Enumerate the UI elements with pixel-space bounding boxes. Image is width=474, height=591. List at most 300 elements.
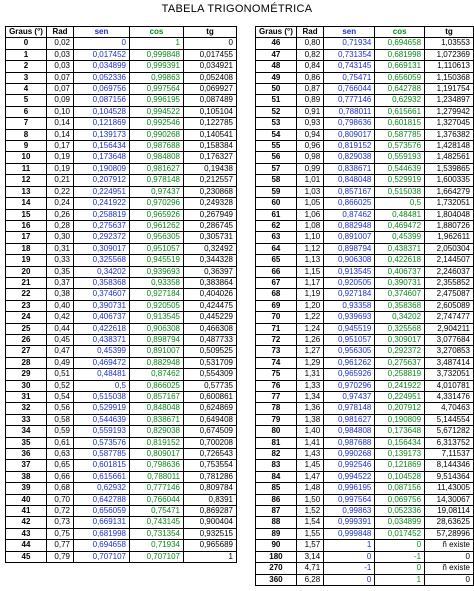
sine-cell: 0,615661 xyxy=(74,471,130,482)
sine-cell: 0 xyxy=(74,38,130,49)
sine-cell: 0 xyxy=(324,574,375,585)
degrees-cell: 56 xyxy=(256,152,297,163)
table-row xyxy=(256,528,474,539)
tangent-cell: 0,649408 xyxy=(184,414,237,425)
table-row xyxy=(256,129,474,140)
sine-cell: 0,374607 xyxy=(74,289,130,300)
tangent-cell: 4,010781 xyxy=(425,380,474,391)
tangent-cell: 0,531709 xyxy=(184,357,237,368)
cosine-cell: 0,981627 xyxy=(130,163,184,174)
sine-cell: -1 xyxy=(324,563,375,574)
degrees-cell: 61 xyxy=(256,209,297,220)
degrees-cell: 73 xyxy=(256,346,297,357)
tangent-cell: 1,191754 xyxy=(425,84,474,95)
sine-cell: 0,224951 xyxy=(74,186,130,197)
degrees-cell: 67 xyxy=(256,277,297,288)
degrees-cell: 76 xyxy=(256,380,297,391)
degrees-cell: 39 xyxy=(6,483,47,494)
radians-cell: 0,77 xyxy=(47,540,74,551)
tangent-cell: 2,904211 xyxy=(425,323,474,334)
table-row xyxy=(256,220,474,231)
degrees-cell: 72 xyxy=(256,334,297,345)
cosine-cell: 0,104528 xyxy=(375,471,425,482)
tangent-cell: 4,70463 xyxy=(425,403,474,414)
table-row xyxy=(6,494,237,505)
table-row xyxy=(256,346,474,357)
table-row xyxy=(256,494,474,505)
sine-cell: 0,913545 xyxy=(324,266,375,277)
tangent-cell: 0,424475 xyxy=(184,300,237,311)
tangent-cell: 28,63625 xyxy=(425,517,474,528)
cosine-cell: 0,656059 xyxy=(375,72,425,83)
sine-cell: 0,829038 xyxy=(324,152,375,163)
degrees-cell: 5 xyxy=(6,95,47,106)
sine-cell: 0,707107 xyxy=(74,551,130,562)
degrees-cell: 58 xyxy=(256,175,297,186)
cosine-cell: 0,857167 xyxy=(130,392,184,403)
sine-cell: 1 xyxy=(324,540,375,551)
degrees-cell: 270 xyxy=(256,563,297,574)
table-row xyxy=(256,517,474,528)
table-row xyxy=(6,49,237,60)
sine-cell: 0,48481 xyxy=(74,369,130,380)
radians-cell: 0,47 xyxy=(47,346,74,357)
table-row xyxy=(256,106,474,117)
cosine-cell: 0,939693 xyxy=(130,266,184,277)
table-row xyxy=(256,72,474,83)
tangent-cell: 1,664279 xyxy=(425,186,474,197)
tangent-cell: 19,08114 xyxy=(425,506,474,517)
tangent-cell: 2,475087 xyxy=(425,289,474,300)
table-row xyxy=(256,563,474,574)
radians-cell: 1,13 xyxy=(296,255,323,266)
radians-cell: 0,61 xyxy=(47,437,74,448)
table-row xyxy=(256,198,474,209)
degrees-cell: 43 xyxy=(6,528,47,539)
cosine-cell: 0,906308 xyxy=(130,323,184,334)
sine-cell: 0,891007 xyxy=(324,232,375,243)
table-row xyxy=(256,483,474,494)
tangent-cell: 2,144507 xyxy=(425,255,474,266)
degrees-cell: 180 xyxy=(256,551,297,562)
cosine-cell: 0,515038 xyxy=(375,186,425,197)
table-row xyxy=(6,163,237,174)
radians-cell: 6,28 xyxy=(296,574,323,585)
tangent-cell: 0,305731 xyxy=(184,232,237,243)
sine-cell: 0,93358 xyxy=(324,300,375,311)
cosine-cell: 0,390731 xyxy=(375,277,425,288)
table-row xyxy=(6,129,237,140)
sine-cell: 0,515038 xyxy=(74,392,130,403)
sine-cell: 0,939693 xyxy=(324,312,375,323)
sine-cell: 0,358368 xyxy=(74,277,130,288)
table-row xyxy=(6,437,237,448)
sine-cell: 0,87462 xyxy=(324,209,375,220)
degrees-cell: 83 xyxy=(256,460,297,471)
radians-cell: 1,36 xyxy=(296,403,323,414)
tangent-cell: 6,313752 xyxy=(425,437,474,448)
tangent-cell: 0,19438 xyxy=(184,163,237,174)
cosine-cell: 0,292372 xyxy=(375,346,425,357)
table-row xyxy=(6,312,237,323)
sine-cell: 0,694658 xyxy=(74,540,130,551)
sine-cell: 0,990268 xyxy=(324,449,375,460)
trig-table-right xyxy=(255,26,474,586)
radians-cell: 0,86 xyxy=(296,72,323,83)
radians-cell: 1,52 xyxy=(296,506,323,517)
degrees-cell: 71 xyxy=(256,323,297,334)
sine-cell: 0,438371 xyxy=(74,334,130,345)
degrees-cell: 48 xyxy=(256,61,297,72)
degrees-cell: 85 xyxy=(256,483,297,494)
header-degrees: Graus (°) xyxy=(256,27,297,38)
tangent-cell: 3,077684 xyxy=(425,334,474,345)
tangent-cell: 0,487733 xyxy=(184,334,237,345)
degrees-cell: 87 xyxy=(256,506,297,517)
tangent-cell: 0,965689 xyxy=(184,540,237,551)
tangent-cell: 0,57735 xyxy=(184,380,237,391)
table-row xyxy=(256,449,474,460)
sine-cell: 0,965926 xyxy=(324,369,375,380)
tangent-cell: 3,487414 xyxy=(425,357,474,368)
table-row xyxy=(256,369,474,380)
degrees-cell: 36 xyxy=(6,449,47,460)
tangent-cell: 0,052408 xyxy=(184,72,237,83)
radians-cell: 1,41 xyxy=(296,437,323,448)
cosine-cell: 0,798636 xyxy=(130,460,184,471)
tangent-cell: 1,539865 xyxy=(425,163,474,174)
radians-cell: 1,31 xyxy=(296,369,323,380)
cosine-cell: 1 xyxy=(375,574,425,585)
table-row xyxy=(256,118,474,129)
table-row xyxy=(256,540,474,551)
radians-cell: 1,06 xyxy=(296,209,323,220)
degrees-cell: 86 xyxy=(256,494,297,505)
sine-cell: 0,866025 xyxy=(324,198,375,209)
degrees-cell: 77 xyxy=(256,392,297,403)
radians-cell: 0,31 xyxy=(47,243,74,254)
cosine-cell: 0,788011 xyxy=(130,471,184,482)
table-row xyxy=(256,312,474,323)
table-row xyxy=(256,163,474,174)
degrees-cell: 21 xyxy=(6,277,47,288)
radians-cell: 1,17 xyxy=(296,277,323,288)
radians-cell: 1,55 xyxy=(296,528,323,539)
degrees-cell: 55 xyxy=(256,141,297,152)
table-row xyxy=(6,118,237,129)
radians-cell: 0,02 xyxy=(47,38,74,49)
cosine-cell: 0,438371 xyxy=(375,243,425,254)
table-row xyxy=(6,95,237,106)
degrees-cell: 51 xyxy=(256,95,297,106)
table-row xyxy=(256,49,474,60)
sine-cell: 0,104528 xyxy=(74,106,130,117)
radians-cell: 0,28 xyxy=(47,220,74,231)
radians-cell: 1,15 xyxy=(296,266,323,277)
radians-cell: 0,42 xyxy=(47,312,74,323)
sine-cell: 0,961262 xyxy=(324,357,375,368)
tangent-cell: 1,279942 xyxy=(425,106,474,117)
degrees-cell: 82 xyxy=(256,449,297,460)
radians-cell: 0,52 xyxy=(47,380,74,391)
tangent-cell: 0,017455 xyxy=(184,49,237,60)
sine-cell: 0,798636 xyxy=(324,118,375,129)
tangent-cell: 0,383864 xyxy=(184,277,237,288)
sine-cell: 0,173648 xyxy=(74,152,130,163)
tangent-cell: 0,36397 xyxy=(184,266,237,277)
radians-cell: 0,91 xyxy=(296,106,323,117)
table-row xyxy=(6,380,237,391)
cosine-cell: 0,62932 xyxy=(375,95,425,106)
degrees-cell: 60 xyxy=(256,198,297,209)
tangent-cell: 0,869287 xyxy=(184,506,237,517)
cosine-cell: 0,920505 xyxy=(130,300,184,311)
sine-cell: 0,052336 xyxy=(74,72,130,83)
tangent-cell: 57,28996 xyxy=(425,528,474,539)
table-row xyxy=(256,403,474,414)
radians-cell: 1,38 xyxy=(296,414,323,425)
table-row xyxy=(6,540,237,551)
degrees-cell: 29 xyxy=(6,369,47,380)
table-row xyxy=(256,38,474,49)
radians-cell: 0,19 xyxy=(47,152,74,163)
degrees-cell: 78 xyxy=(256,403,297,414)
radians-cell: 1,27 xyxy=(296,346,323,357)
radians-cell: 0,66 xyxy=(47,471,74,482)
table-row xyxy=(6,460,237,471)
cosine-cell: 0,996195 xyxy=(130,95,184,106)
radians-cell: 0,22 xyxy=(47,186,74,197)
tangent-cell: 5,144554 xyxy=(425,414,474,425)
tangent-cell: 0 xyxy=(184,38,237,49)
radians-cell: 0,87 xyxy=(296,84,323,95)
degrees-cell: 27 xyxy=(6,346,47,357)
sine-cell: 0,34202 xyxy=(74,266,130,277)
radians-cell: 0,84 xyxy=(296,61,323,72)
degrees-cell: 52 xyxy=(256,106,297,117)
degrees-cell: 15 xyxy=(6,209,47,220)
tangent-cell: 0,158384 xyxy=(184,141,237,152)
tangent-cell: ñ existe xyxy=(425,540,474,551)
degrees-cell: 26 xyxy=(6,334,47,345)
degrees-cell: 18 xyxy=(6,243,47,254)
radians-cell: 1,54 xyxy=(296,517,323,528)
degrees-cell: 35 xyxy=(6,437,47,448)
cosine-cell: 0,838671 xyxy=(130,414,184,425)
tangent-cell: 1,072369 xyxy=(425,49,474,60)
tangent-cell: 2,050304 xyxy=(425,243,474,254)
degrees-cell: 50 xyxy=(256,84,297,95)
table-row xyxy=(256,277,474,288)
radians-cell: 4,71 xyxy=(296,563,323,574)
tangent-cell: 3,270853 xyxy=(425,346,474,357)
cosine-cell: 0,866025 xyxy=(130,380,184,391)
sine-cell: 0,207912 xyxy=(74,175,130,186)
degrees-cell: 75 xyxy=(256,369,297,380)
sine-cell: 0,920505 xyxy=(324,277,375,288)
tangent-cell: 1,600335 xyxy=(425,175,474,186)
sine-cell: 0,5 xyxy=(74,380,130,391)
degrees-cell: 53 xyxy=(256,118,297,129)
radians-cell: 1,03 xyxy=(296,186,323,197)
degrees-cell: 1 xyxy=(6,49,47,60)
degrees-cell: 57 xyxy=(256,163,297,174)
sine-cell: 0,981627 xyxy=(324,414,375,425)
radians-cell: 0,10 xyxy=(47,106,74,117)
degrees-cell: 90 xyxy=(256,540,297,551)
radians-cell: 1,43 xyxy=(296,449,323,460)
table-row xyxy=(256,243,474,254)
degrees-cell: 65 xyxy=(256,255,297,266)
radians-cell: 1,24 xyxy=(296,323,323,334)
radians-cell: 0,14 xyxy=(47,118,74,129)
degrees-cell: 74 xyxy=(256,357,297,368)
table-row xyxy=(256,323,474,334)
sine-cell: 0,275637 xyxy=(74,220,130,231)
cosine-cell: 0,325568 xyxy=(375,323,425,334)
degrees-cell: 66 xyxy=(256,266,297,277)
sine-cell: 0,848048 xyxy=(324,175,375,186)
radians-cell: 0,19 xyxy=(47,163,74,174)
radians-cell: 0,98 xyxy=(296,152,323,163)
degrees-cell: 4 xyxy=(6,84,47,95)
tangent-cell: 0,087489 xyxy=(184,95,237,106)
table-row xyxy=(6,255,237,266)
tangent-cell: 0,212557 xyxy=(184,175,237,186)
degrees-cell: 42 xyxy=(6,517,47,528)
tangent-cell: 2,747477 xyxy=(425,312,474,323)
tangent-cell: 0,32492 xyxy=(184,243,237,254)
cosine-cell: 0,694658 xyxy=(375,38,425,49)
cosine-cell: 0,777146 xyxy=(130,483,184,494)
sine-cell: 0,190809 xyxy=(74,163,130,174)
radians-cell: 1,08 xyxy=(296,220,323,231)
tangent-cell: 2,246037 xyxy=(425,266,474,277)
cosine-cell: 0,642788 xyxy=(375,84,425,95)
cosine-cell: 0,45399 xyxy=(375,232,425,243)
degrees-cell: 62 xyxy=(256,220,297,231)
table-row xyxy=(6,175,237,186)
degrees-cell: 14 xyxy=(6,198,47,209)
degrees-cell: 38 xyxy=(6,471,47,482)
cosine-cell: 0,087156 xyxy=(375,483,425,494)
sine-cell: 0,309017 xyxy=(74,243,130,254)
table-row xyxy=(6,72,237,83)
table-row xyxy=(6,84,237,95)
table-row xyxy=(6,220,237,231)
sine-cell: 0,777146 xyxy=(324,95,375,106)
cosine-cell: 0,34202 xyxy=(375,312,425,323)
tangent-cell: 1,962611 xyxy=(425,232,474,243)
radians-cell: 0,72 xyxy=(47,506,74,517)
sine-cell: 0,62932 xyxy=(74,483,130,494)
sine-cell: 0,45399 xyxy=(74,346,130,357)
radians-cell: 1,45 xyxy=(296,460,323,471)
cosine-cell: 0,999848 xyxy=(130,49,184,60)
radians-cell: 1,01 xyxy=(296,175,323,186)
cosine-cell: 0,882948 xyxy=(130,357,184,368)
header-sine: sen xyxy=(324,27,375,38)
table-row xyxy=(6,38,237,49)
sine-cell: 0,857167 xyxy=(324,186,375,197)
radians-cell: 0,65 xyxy=(47,460,74,471)
cosine-cell: 0,469472 xyxy=(375,220,425,231)
sine-cell: 0,997564 xyxy=(324,494,375,505)
sine-cell: 0,544639 xyxy=(74,414,130,425)
sine-cell: 0,121869 xyxy=(74,118,130,129)
sine-cell: 0,325568 xyxy=(74,255,130,266)
degrees-cell: 20 xyxy=(6,266,47,277)
sine-cell: 0,422618 xyxy=(74,323,130,334)
table-row xyxy=(6,528,237,539)
cosine-cell: 0,052336 xyxy=(375,506,425,517)
sine-cell: 0,656059 xyxy=(74,506,130,517)
table-row xyxy=(6,243,237,254)
radians-cell: 0,26 xyxy=(47,209,74,220)
header-radians: Rad xyxy=(47,27,74,38)
degrees-cell: 3 xyxy=(6,72,47,83)
cosine-cell: 0,848048 xyxy=(130,403,184,414)
cosine-cell: 0,994522 xyxy=(130,106,184,117)
cosine-cell: 0,978148 xyxy=(130,175,184,186)
cosine-cell: 0,992546 xyxy=(130,118,184,129)
sine-cell: 0,956305 xyxy=(324,346,375,357)
radians-cell: 1,20 xyxy=(296,300,323,311)
table-row xyxy=(256,209,474,220)
degrees-cell: 70 xyxy=(256,312,297,323)
tangent-cell: 1 xyxy=(184,551,237,562)
tangent-cell: 0,267949 xyxy=(184,209,237,220)
table-row xyxy=(6,289,237,300)
degrees-cell: 81 xyxy=(256,437,297,448)
header-cosine: cos xyxy=(130,27,184,38)
radians-cell: 0,09 xyxy=(47,95,74,106)
table-row xyxy=(256,506,474,517)
radians-cell: 0,07 xyxy=(47,84,74,95)
table-row xyxy=(256,551,474,562)
radians-cell: 0,75 xyxy=(47,528,74,539)
cosine-cell: 0,544639 xyxy=(375,163,425,174)
cosine-cell: 0,898794 xyxy=(130,334,184,345)
degrees-cell: 19 xyxy=(6,255,47,266)
table-row xyxy=(256,437,474,448)
radians-cell: 0,40 xyxy=(47,300,74,311)
table-row xyxy=(6,334,237,345)
tangent-cell: 0,781286 xyxy=(184,471,237,482)
cosine-cell: 0,406737 xyxy=(375,266,425,277)
table-row xyxy=(6,186,237,197)
table-row xyxy=(6,266,237,277)
tangent-cell: 0,900404 xyxy=(184,517,237,528)
radians-cell: 0,17 xyxy=(47,141,74,152)
cosine-cell: 0,173648 xyxy=(375,426,425,437)
radians-cell: 0,38 xyxy=(47,289,74,300)
tangent-cell: 0,753554 xyxy=(184,460,237,471)
tangent-cell: 0 xyxy=(425,574,474,585)
sine-cell: 0,788011 xyxy=(324,106,375,117)
sine-cell: 0,087156 xyxy=(74,95,130,106)
header-tangent: tg xyxy=(184,27,237,38)
sine-cell: 0,898794 xyxy=(324,243,375,254)
tangent-cell: 4,331476 xyxy=(425,392,474,403)
degrees-cell: 59 xyxy=(256,186,297,197)
tangent-cell: 0,249328 xyxy=(184,198,237,209)
sine-cell: 0,996195 xyxy=(324,483,375,494)
radians-cell: 1,05 xyxy=(296,198,323,209)
table-row xyxy=(6,369,237,380)
tangent-cell: 1,03553 xyxy=(425,38,474,49)
table-row xyxy=(6,232,237,243)
